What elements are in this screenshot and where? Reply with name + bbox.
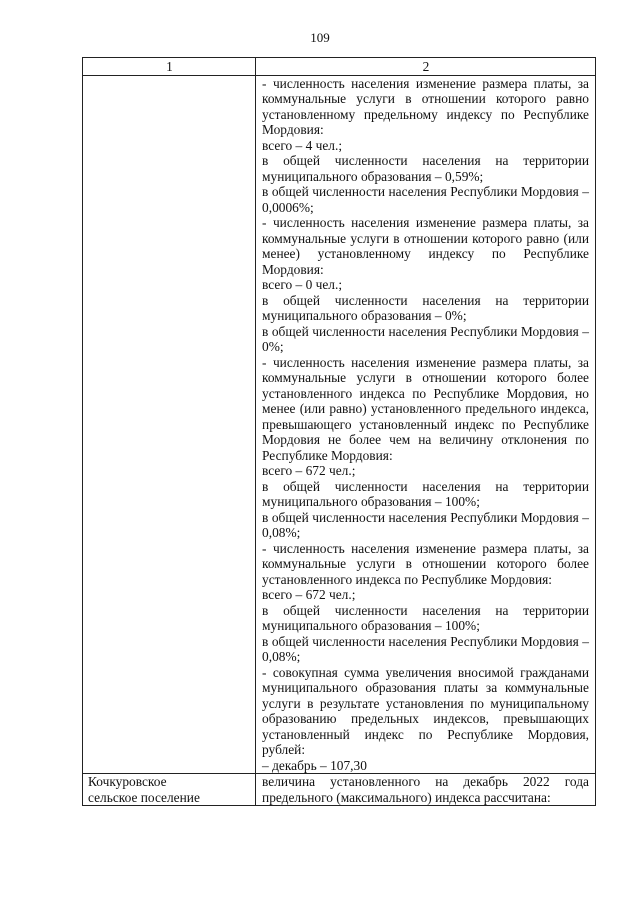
paragraph: всего – 4 чел.; [262,137,343,153]
paragraph: - совокупная сумма увеличения вносимой гражданами муниципального образования платы за коммунальные услуги в результате установления по муниципальному образованию предельных индексов, превышающих установленный индекс по Республике Мордовия, рублей: [262,664,589,757]
table-row [83,774,596,806]
document-table [82,57,596,806]
paragraph: в общей численности населения Республики Мордовия – 0,0006%; [262,184,589,215]
column-header-2: 2 [256,58,596,76]
paragraph: в общей численности населения Республики Мордовия – 0,08%; [262,633,589,664]
paragraph: в общей численности населения на территории муниципального образования – 0,59%; [262,153,589,184]
paragraph: в общей численности населения Республики Мордовия – 0%; [262,323,589,354]
paragraph: всего – 672 чел.; [262,587,356,602]
settlement-name-cell [83,774,256,806]
settlement-name-line: сельское поселение [88,789,200,805]
paragraph: в общей численности населения на территории муниципального образования – 0%; [262,292,589,323]
column-header-1: 1 [83,58,256,76]
paragraph: в общей численности населения на территории муниципального образования – 100%; [262,478,589,509]
table-header-row [83,58,596,76]
paragraph: - численность населения изменение размера платы, за коммунальные услуги в отношении которого равно (или менее) установленному индексу по Республике Мордовия: [262,215,589,277]
paragraph: - численность населения изменение размера платы, за коммунальные услуги в отношении которого более установленного индекса по Республике Мордовия: [262,540,589,587]
table-row [83,75,596,774]
paragraph: - численность населения изменение размера платы, за коммунальные услуги в отношении которого более установленного индекса по Республике Мордовия, но менее (или равно) установленного предельного индекса, превышающего установленный индекс по Республике Мордовия не более чем на величину отклонения по Республике Мордовия: [262,354,589,463]
paragraph: всего – 0 чел.; [262,277,343,292]
paragraph: - численность населения изменение размера платы, за коммунальные услуги в отношении которого равно установленному предельному индексу по Республике Мордовия: [262,75,589,137]
paragraph: всего – 672 чел.; [262,463,356,478]
paragraph: в общей численности населения на территории муниципального образования – 100%; [262,602,589,633]
paragraph: – декабрь – 107,30 [262,757,367,773]
row1-col2-cell [256,75,596,774]
row1-col1-empty-cell [83,75,256,774]
row2-col2-cell: величина установленного на декабрь 2022 года предельного (максимального) индекса рассчитана: [256,774,596,806]
paragraph: в общей численности населения Республики Мордовия – 0,08%; [262,509,589,540]
settlement-name-line: Кочкуровское [88,774,167,789]
page-number: 109 [310,30,330,45]
